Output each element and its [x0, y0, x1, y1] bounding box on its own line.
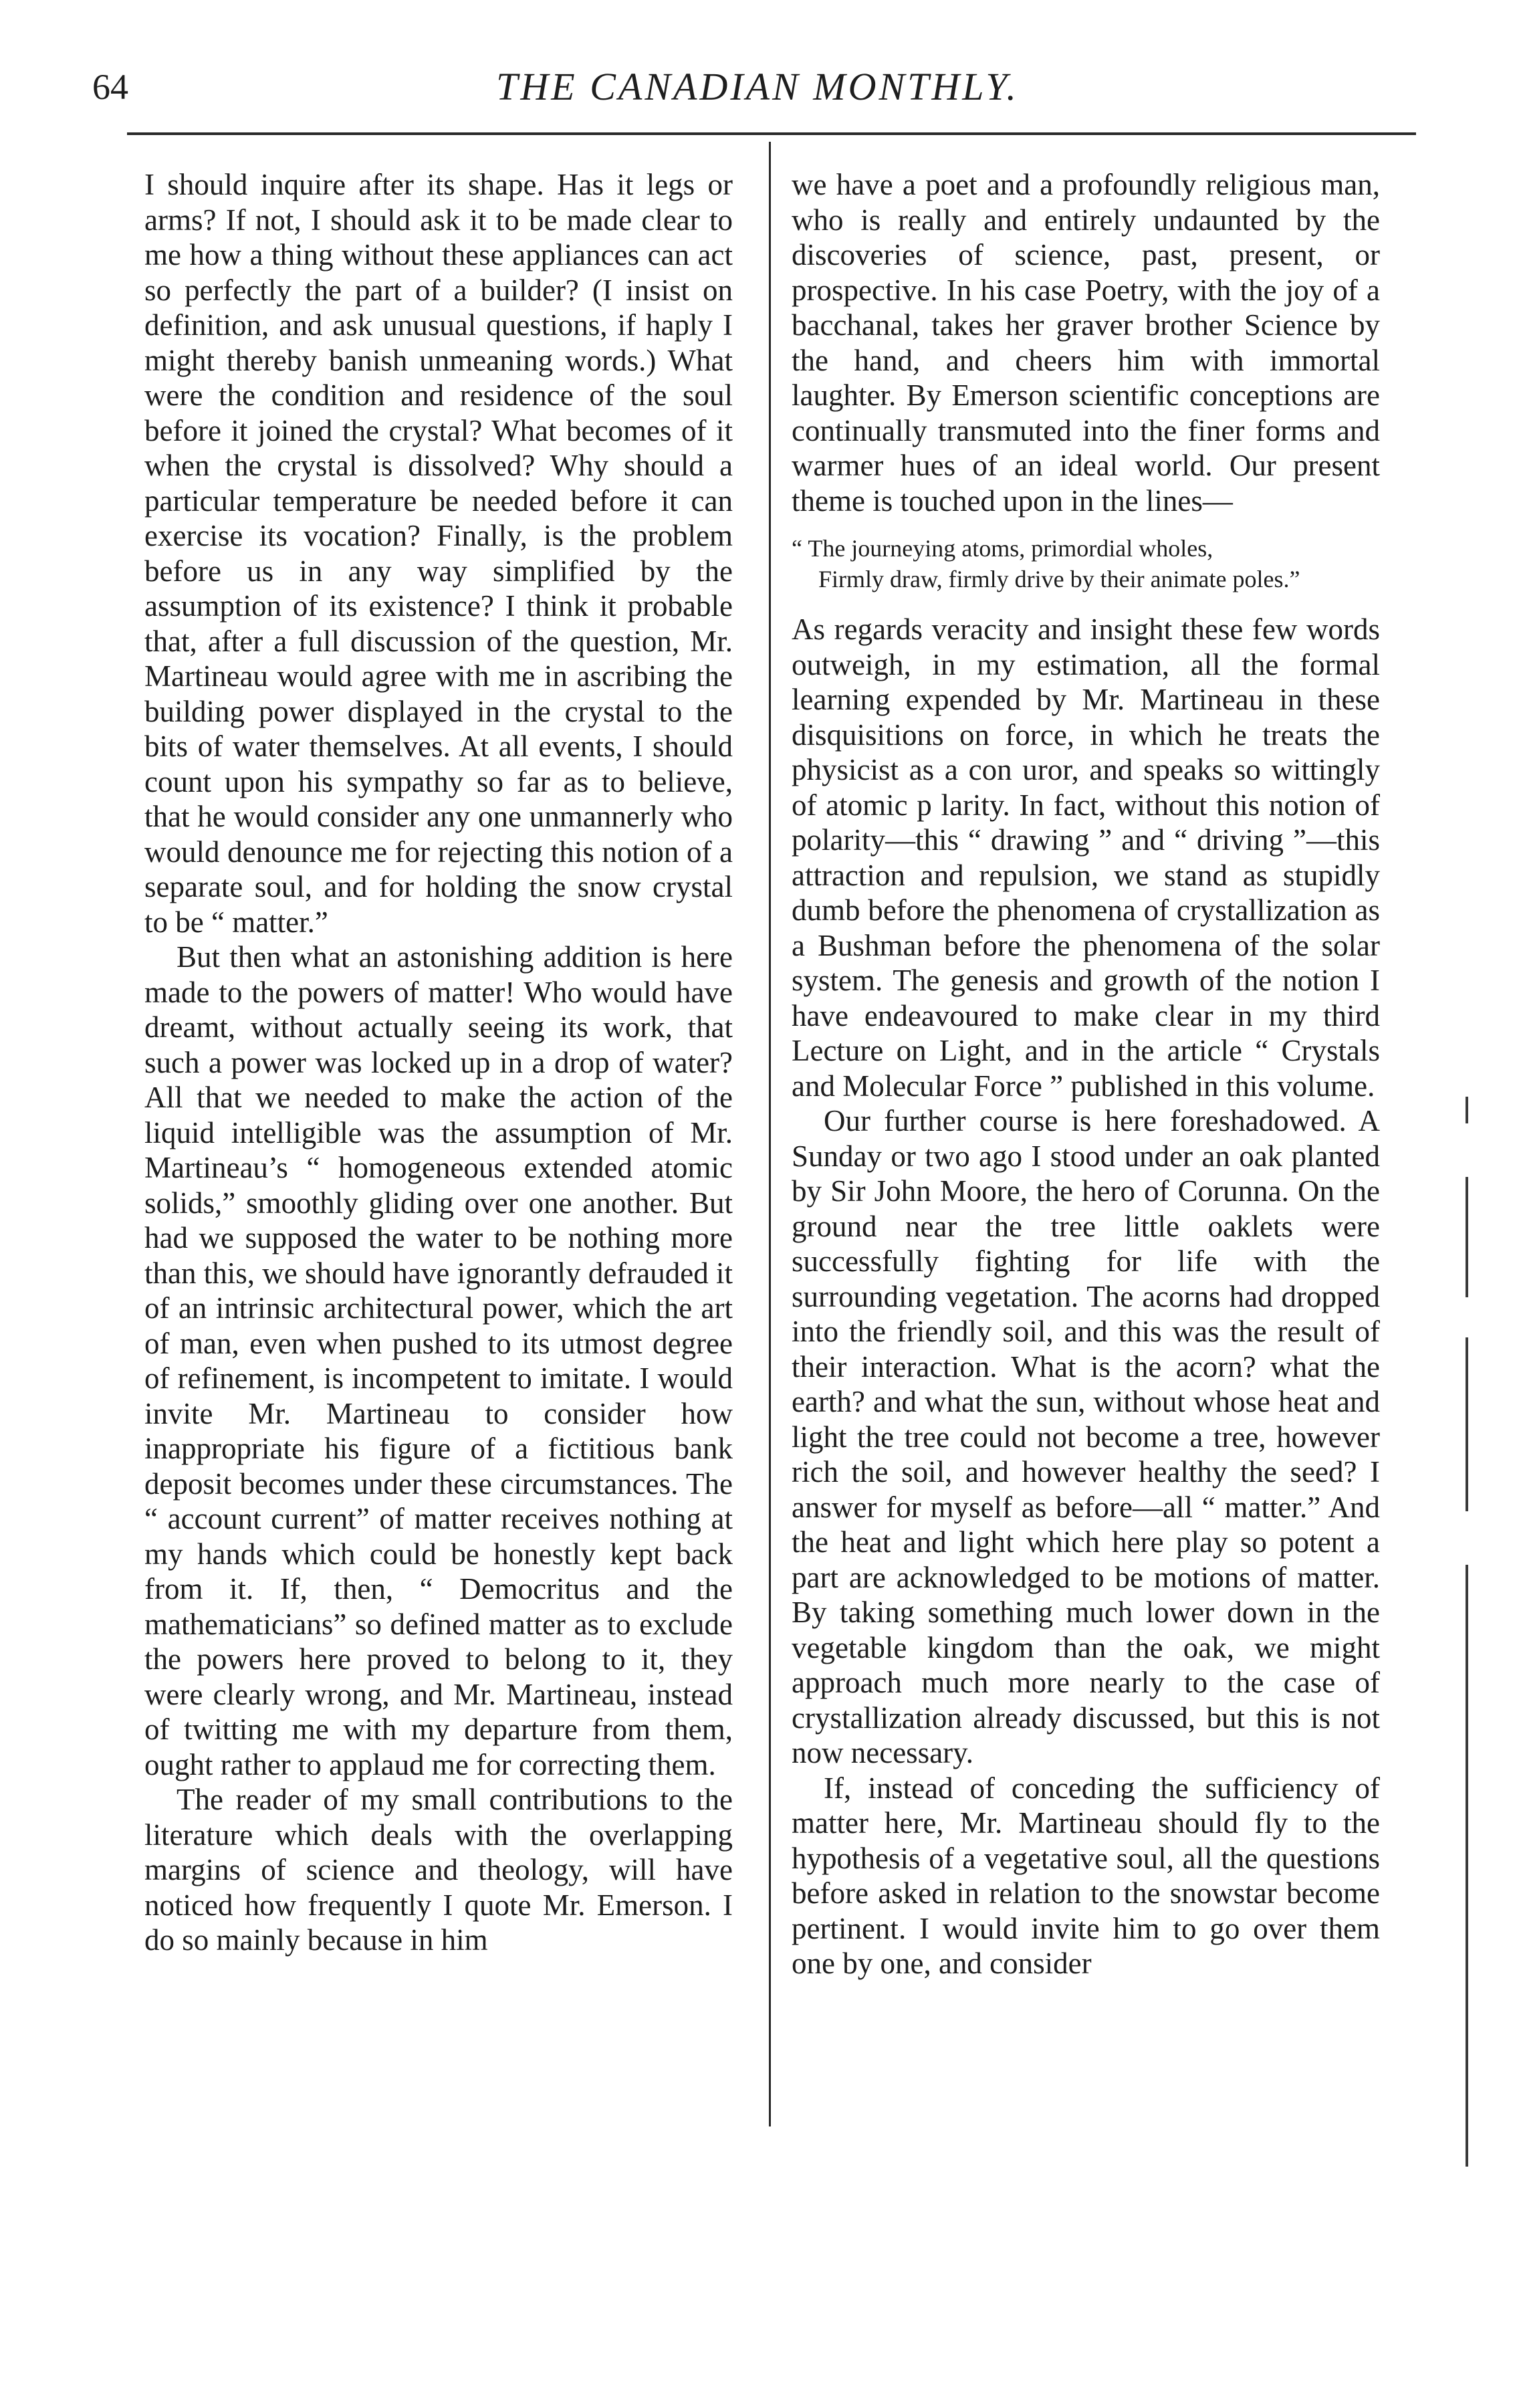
- edge-mark: [1466, 1097, 1468, 1123]
- left-paragraph-3: The reader of my small contributions to the literature which deals with the overlapping margins of science and theology, will have noticed how frequently I quote Mr. Emerson. I do so mainly because in him: [144, 1783, 733, 1957]
- right-paragraph-1: we have a poet and a profoundly religious man, who is really and entirely undaunted by the discoveries of science, past, present, or prospective. In his case Poetry, with the joy of a bacchanal, takes her graver brother Science by the hand, and cheers him with immortal laughter. By Emerson scientific conceptions are continually transmuted into the finer forms and warmer hues of an ideal world. Our present theme is touched upon in the lines—: [792, 168, 1380, 518]
- emerson-quote: [792, 533, 1380, 594]
- right-paragraph-3: Our further course is here foreshadowed. A Sunday or two ago I stood under an oak planted by Sir John Moore, the hero of Corunna. On the ground near the tree little oaklets were successfully fighting for life with the surrounding vegetation. The acorns had dropped into the friendly soil, and this was the result of their interaction. What is the acorn? what the earth? and what the sun, without whose heat and light the tree could not become a tree, however rich the soil, and however healthy the seed? I answer for myself as before—all “ matter.” And the heat and light which here play so potent a part are acknowledged to be motions of matter. By taking something much lower down in the vegetable kingdom than the oak, we might approach much more nearly to the case of crystallization already discussed, but this is not now necessary.: [792, 1104, 1380, 1769]
- right-paragraph-2: As regards veracity and insight these few words outweigh, in my estimation, all the formal learning expended by Mr. Martineau in these disquisitions on force, in which he treats the physicist as a con uror, and speaks so wittingly of atomic p larity. In fact, without this notion of polarity—this “ drawing ” and “ driving ”—this attraction and repulsion, we stand as stupidly dumb before the phenomena of crystallization as a Bushman before the phenomena of the solar system. The genesis and growth of the notion I have endeavoured to make clear in my third Lecture on Light, and in the article “ Crystals and Molecular Force ” published in this volume.: [792, 613, 1380, 1103]
- left-column: [144, 167, 733, 2133]
- right-column: [792, 167, 1380, 2133]
- quote-line-2: Firmly draw, firmly drive by their animate poles.”: [818, 566, 1300, 592]
- left-paragraph-2: But then what an astonishing addition is here made to the powers of matter! Who would have dreamt, without actually seeing its work, that such a power was locked up in a drop of water? All that we needed to make the action of the liquid intelligible was the assumption of Mr. Martineau’s “ homogeneous extended atomic solids,” smoothly gliding over one another. But had we supposed the water to be nothing more than this, we should have ignorantly defrauded it of an intrinsic architectural power, which the art of man, even when pushed to its utmost degree of refinement, is incompetent to imitate. I would invite Mr. Martineau to consider how inappropriate his figure of a fictitious bank deposit becomes under these circumstances. The “ account current” of matter receives nothing at my hands which could be honestly kept back from it. If, then, “ Democritus and the mathematicians” so defined matter as to exclude the powers here proved to belong to it, they were clearly wrong, and Mr. Martineau, instead of twitting me with my departure from them, ought rather to applaud me for correcting them.: [144, 940, 733, 1781]
- edge-mark: [1466, 1565, 1468, 2167]
- left-paragraph-1: I should inquire after its shape. Has it legs or arms? If not, I should ask it to be made clear to me how a thing without these appliances can act so perfectly the part of a builder? (I insist on definition, and ask unusual questions, if haply I might thereby banish unmeaning words.) What were the condition and residence of the soul before it joined the crystal? What becomes of it when the crystal is dissolved? Why should a particular temperature be needed before it can exercise its vocation? Finally, is the problem before us in any way simplified by the assumption of its existence? I think it probable that, after a full discussion of the question, Mr. Martineau would agree with me in ascribing the building power displayed in the crystal to the bits of water themselves. At all events, I should count upon his sympathy so far as to believe, that he would consider any one unmannerly who would denounce me for rejecting this notion of a separate soul, and for holding the snow crystal to be “ matter.”: [144, 168, 733, 939]
- right-paragraph-4: If, instead of conceding the sufficiency of matter here, Mr. Martineau should fly to the hypothesis of a vegetative soul, all the questions before asked in relation to the snowstar become pertinent. I would invite him to go over them one by one, and consider: [792, 1771, 1380, 1980]
- page-number: 64: [92, 67, 128, 107]
- edge-mark: [1466, 1177, 1468, 1297]
- page-header: [92, 58, 1423, 111]
- scan-edge-marks: [1452, 1097, 1479, 2367]
- header-rule: [127, 132, 1416, 135]
- running-title: THE CANADIAN MONTHLY.: [496, 65, 1019, 108]
- quote-line-1: “ The journeying atoms, primordial wholes,: [792, 535, 1213, 562]
- edge-mark: [1466, 1337, 1468, 1511]
- column-divider: [769, 142, 771, 2126]
